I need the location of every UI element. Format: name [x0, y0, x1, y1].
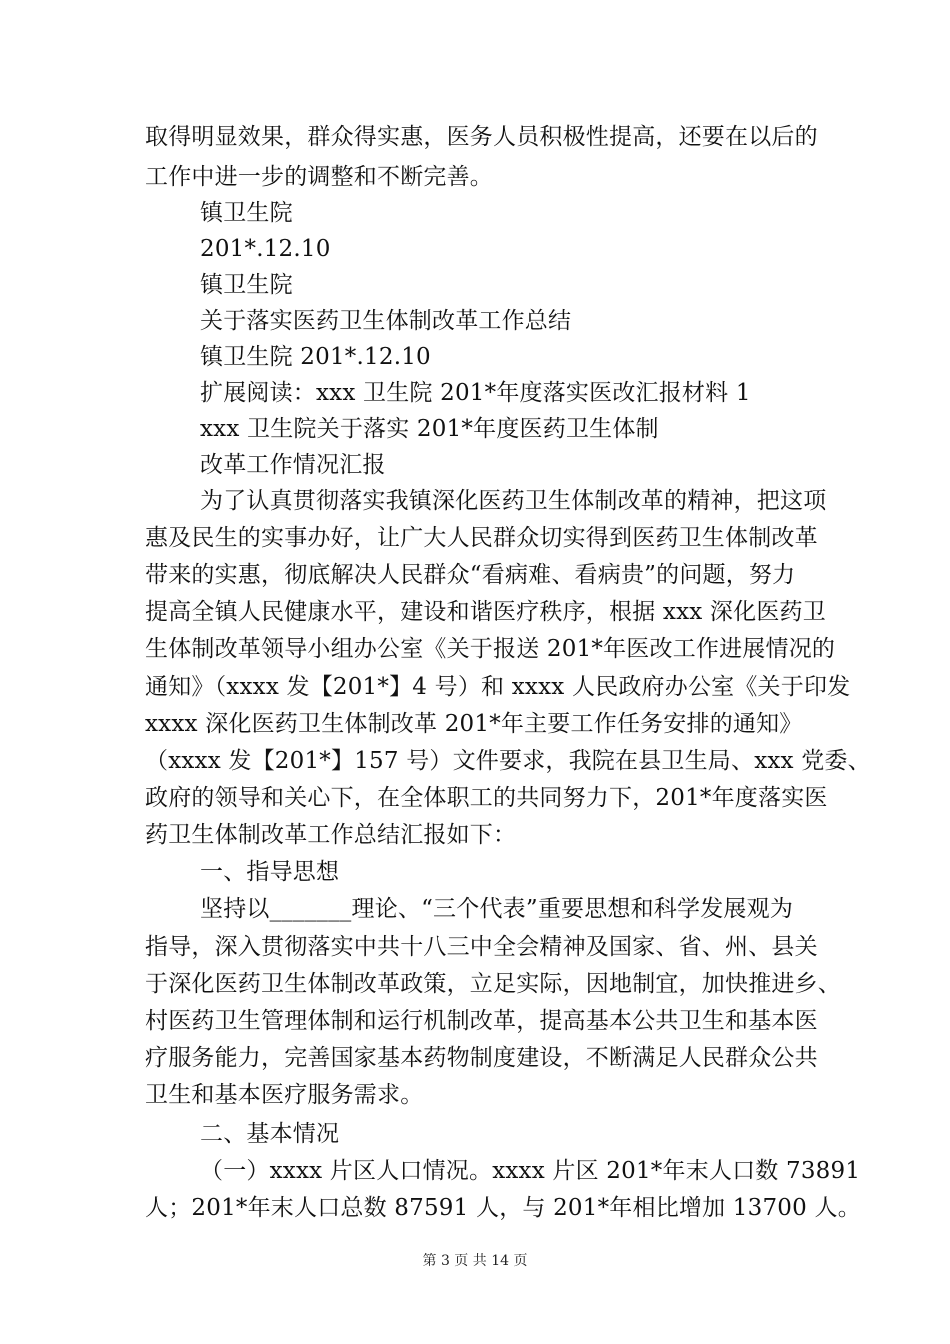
paragraph-line: 通知》（xxxx 发【201*】4 号）和 xxxx 人民政府办公室《关于印发	[145, 674, 851, 700]
signature-line: 镇卫生院	[200, 200, 293, 226]
page-footer: 第 3 页 共 14 页	[422, 1253, 528, 1269]
paragraph-line: 药卫生体制改革工作总结汇报如下：	[145, 822, 517, 848]
date-line: 201*.12.10	[200, 236, 331, 262]
paragraph-line: 为了认真贯彻落实我镇深化医药卫生体制改革的精神，把这项	[200, 488, 827, 514]
paragraph-line: 卫生和基本医疗服务需求。	[145, 1082, 424, 1108]
section-heading: 一、指导思想	[200, 859, 340, 885]
paragraph-line: （一）xxxx 片区人口情况。xxxx 片区 201*年末人口数 73891	[200, 1158, 861, 1184]
heading-line: 关于落实医药卫生体制改革工作总结	[200, 308, 572, 334]
signature-date-line: 镇卫生院 201*.12.10	[200, 344, 431, 370]
paragraph-line: 坚持以_______理论、“三个代表”重要思想和科学发展观为	[200, 896, 794, 922]
section-heading: 二、基本情况	[200, 1121, 340, 1147]
report-title-line: 改革工作情况汇报	[200, 452, 386, 478]
paragraph-line: 指导，深入贯彻落实中共十八三中全会精神及国家、省、州、县关	[145, 934, 818, 960]
paragraph-line: 村医药卫生管理体制和运行机制改革，提高基本公共卫生和基本医	[145, 1008, 818, 1034]
paragraph-line: 提高全镇人民健康水平，建设和谐医疗秩序，根据 xxx 深化医药卫	[145, 599, 826, 625]
paragraph-line: 疗服务能力，完善国家基本药物制度建设，不断满足人民群众公共	[145, 1045, 818, 1071]
paragraph-line: 惠及民生的实事办好，让广大人民群众切实得到医药卫生体制改革	[145, 525, 818, 551]
paragraph-line: 带来的实惠，彻底解决人民群众“看病难、看病贵”的问题，努力	[145, 562, 796, 588]
paragraph-line: 于深化医药卫生体制改革政策，立足实际，因地制宜，加快推进乡、	[145, 971, 841, 997]
paragraph-line: 工作中进一步的调整和不断完善。	[145, 164, 493, 190]
report-title-line: xxx 卫生院关于落实 201*年度医药卫生体制	[200, 416, 659, 442]
signature-line: 镇卫生院	[200, 272, 293, 298]
extended-reading-line: 扩展阅读：xxx 卫生院 201*年度落实医改汇报材料 1	[200, 380, 751, 406]
paragraph-line: 取得明显效果，群众得实惠，医务人员积极性提高，还要在以后的	[145, 124, 818, 150]
paragraph-line: 政府的领导和关心下，在全体职工的共同努力下，201*年度落实医	[145, 785, 828, 811]
paragraph-line: 人；201*年末人口总数 87591 人，与 201*年相比增加 13700 人。	[145, 1195, 861, 1221]
paragraph-line: 生体制改革领导小组办公室《关于报送 201*年医改工作进展情况的	[145, 636, 836, 662]
paragraph-line: （xxxx 发【201*】157 号）文件要求，我院在县卫生局、xxx 党委、	[145, 748, 871, 774]
paragraph-line: xxxx 深化医药卫生体制改革 201*年主要工作任务安排的通知》	[145, 711, 803, 737]
